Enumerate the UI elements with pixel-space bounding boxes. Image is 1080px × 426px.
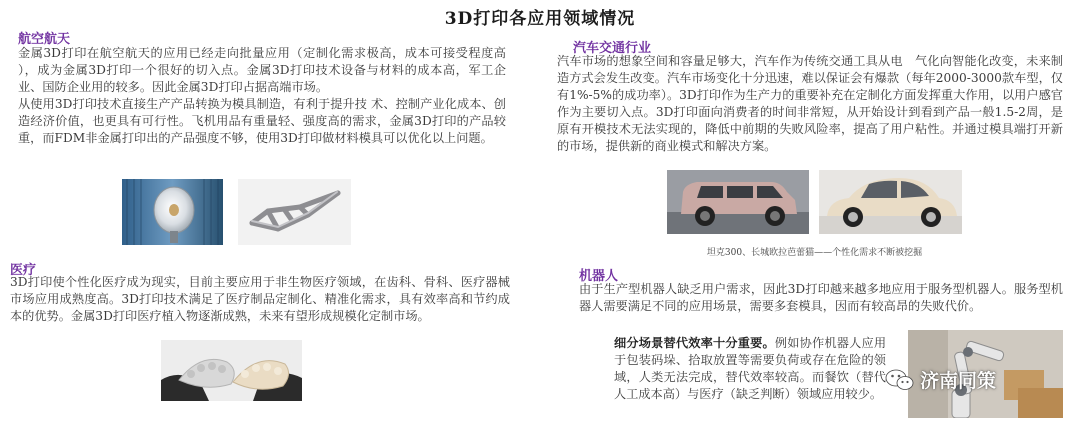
aerospace-paragraph-1: 金属3D打印在航空航天的应用已经走向批量应用（定制化需求极高，成本可接受程度高 ），成为金属3D打印一个很好的切入点。金属3D打印技术设备与材料的成本高，军工企业、国防企业用的较多。因此金属3D打印占据高端市场。 <box>18 46 506 94</box>
medical-paragraph: 3D打印使个性化医疗成为现实，目前主要应用于非生物医疗领域，在齿科、骨科、医疗器械市场应用成熟度高。3D打印技术满足了医疗制品定制化、精准化需求，具有效率高和节约成本的优势。金属3D打印医疗植入物逐渐成熟，未来有望形成规模化定制市场。 <box>10 275 510 323</box>
suv-car-photo <box>667 170 809 234</box>
car-photo-caption: 坦克300、长城欧拉芭蕾猫——个性化需求不断被挖掘 <box>706 248 923 258</box>
automotive-paragraph: 汽车市场的想象空间和容量足够大，汽车作为传统交通工具从电 气化向智能化改变，未来制造方式会发生改变。汽车市场变化十分迅速，难以保证会有爆款（每年2000-3000款车型，仅有1%-5%的成功率）。3D打印作为生产力的重要补充在定制化方面发挥重大作用，以用户感官作为主要切入点。3D打印面向消费者的时间非常短，从开始设计到看到产品一般1.5-2周，是原有开模技术无法实现的，降低中前期的失败风险率，提高了用户粘性。并通过模具端打开新的市场，提供新的商业模式和解决方案。 <box>557 54 1063 153</box>
aerospace-paragraph-2: 从使用3D打印技术直接生产产品转换为模具制造，有利于提升技 术、控制产业化成本、创造经济价值，也更具有可行性。飞机用品有重量轻、强度高的需求，金属3D打印的产品较重，而FDM非金属打印出的产品强度不够，使用3D打印做材料模具可以优化以上问题。 <box>18 97 506 145</box>
dental-model-photo <box>161 340 302 401</box>
automotive-text <box>557 53 1063 155</box>
ballet-cat-car-photo <box>819 170 962 234</box>
aerospace-dish-photo <box>122 179 223 245</box>
robot-bold-lead: 细分场景替代效率十分重要。 <box>614 336 775 350</box>
aerospace-bracket-photo <box>238 179 351 245</box>
watermark <box>885 366 996 393</box>
robot-heading: 机器人 <box>579 269 619 284</box>
robot-paragraph-1: 由于生产型机器人缺乏用户需求，因此3D打印越来越多地应用于服务型机器人。服务型机器人需要满足不同的应用场景，需要多套模具，因而有较高昂的失败代价。 <box>579 282 1063 313</box>
automotive-heading: 汽车交通行业 <box>573 41 652 56</box>
aerospace-heading: 航空航天 <box>18 32 71 47</box>
watermark-text: 济南同策 <box>920 370 997 392</box>
medical-text <box>10 274 510 325</box>
wechat-icon <box>885 368 915 392</box>
robot-paragraph-2: 例如协作机器人应用于包装码垛、拾取放置等需要负荷或存在危险的领域，人类无法完成，替代效率较高。而餐饮（替代人工成本高）与医疗（缺乏判断）领域应用较少。 <box>614 336 887 401</box>
aerospace-text <box>18 45 506 147</box>
robot-text <box>579 281 1063 315</box>
page-title: 3D打印各应用领域情况 <box>444 9 636 29</box>
robot-scenario-text <box>614 335 886 403</box>
medical-heading: 医疗 <box>10 263 37 278</box>
